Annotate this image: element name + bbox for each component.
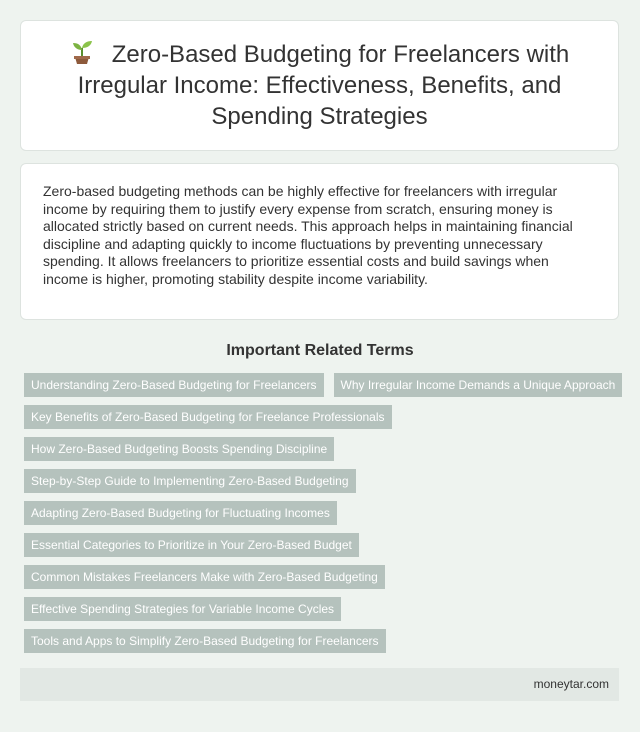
term-row (24, 629, 620, 653)
term-row (24, 597, 620, 621)
term-row (24, 405, 620, 429)
term-tag[interactable]: Effective Spending Strategies for Variable Income Cycles (24, 597, 341, 621)
page-title (51, 39, 588, 132)
term-row (24, 373, 620, 397)
title-card (20, 20, 619, 151)
related-terms-list (24, 373, 620, 661)
summary-text: Zero-based budgeting methods can be highly effective for freelancers with irregular income by requiring them to justify every expense from scratch, ensuring money is allocated strictly based on current needs. This approach helps in maintaining financial discipline and adapting quickly to income fluctuations by preventing unnecessary spending. It allows freelancers to prioritize essential costs and build savings when income is higher, promoting stability despite income variability. (43, 183, 573, 287)
term-tag[interactable]: Essential Categories to Prioritize in Your Zero-Based Budget (24, 533, 359, 557)
term-tag[interactable]: Key Benefits of Zero-Based Budgeting for Freelance Professionals (24, 405, 392, 429)
term-tag[interactable]: Adapting Zero-Based Budgeting for Fluctuating Incomes (24, 501, 337, 525)
term-tag[interactable]: Common Mistakes Freelancers Make with Zero-Based Budgeting (24, 565, 385, 589)
footer (20, 668, 619, 701)
summary-card (20, 163, 619, 320)
term-tag[interactable]: How Zero-Based Budgeting Boosts Spending Discipline (24, 437, 334, 461)
term-tag[interactable]: Understanding Zero-Based Budgeting for Freelancers (24, 373, 324, 397)
page-title-text: Zero-Based Budgeting for Freelancers with Irregular Income: Effectiveness, Benefits, and Spending Strategies (77, 41, 570, 130)
term-tag[interactable]: Step-by-Step Guide to Implementing Zero-Based Budgeting (24, 469, 356, 493)
term-row (24, 469, 620, 493)
related-terms-heading: Important Related Terms (226, 342, 414, 359)
term-row (24, 533, 620, 557)
term-tag[interactable]: Why Irregular Income Demands a Unique Approach (334, 373, 623, 397)
term-tag[interactable]: Tools and Apps to Simplify Zero-Based Budgeting for Freelancers (24, 629, 386, 653)
term-row (24, 501, 620, 525)
seedling-icon (70, 39, 94, 65)
term-row (24, 565, 620, 589)
term-row (24, 437, 620, 461)
footer-site-link[interactable]: moneytar.com (533, 677, 609, 691)
